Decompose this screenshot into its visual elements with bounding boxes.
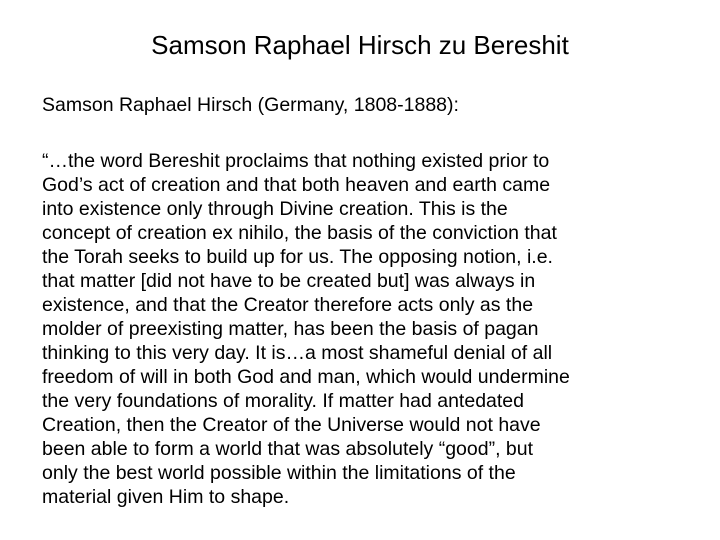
quote-line: the very foundations of morality. If matter had antedated [42, 390, 524, 412]
quote-line: into existence only through Divine creation. This is the [42, 198, 508, 220]
quote-line: concept of creation ex nihilo, the basis of the conviction that [42, 222, 557, 244]
quote-line: “…the word Bereshit proclaims that nothing existed prior to [42, 150, 550, 172]
quote-block [42, 149, 712, 509]
quote-line: only the best world possible within the limitations of the [42, 462, 516, 484]
quote-line: material given Him to shape. [42, 486, 290, 508]
quote-line: Creation, then the Creator of the Universe would not have [42, 414, 541, 436]
attribution-line: Samson Raphael Hirsch (Germany, 1808-1888): [42, 94, 459, 116]
quote-line: molder of preexisting matter, has been the basis of pagan [42, 318, 539, 340]
quote-line: thinking to this very day. It is…a most shameful denial of all [42, 342, 553, 364]
quote-line: been able to form a world that was absolutely “good”, but [42, 438, 534, 460]
quote-line: that matter [did not have to be created but] was always in [42, 270, 536, 292]
quote-line: the Torah seeks to build up for us. The opposing notion, i.e. [42, 246, 553, 268]
slide-title: Samson Raphael Hirsch zu Bereshit [151, 30, 569, 60]
quote-line: God’s act of creation and that both heaven and earth came [42, 174, 551, 196]
quote-line: existence, and that the Creator therefore acts only as the [42, 294, 534, 316]
quote-line: freedom of will in both God and man, which would undermine [42, 366, 570, 388]
